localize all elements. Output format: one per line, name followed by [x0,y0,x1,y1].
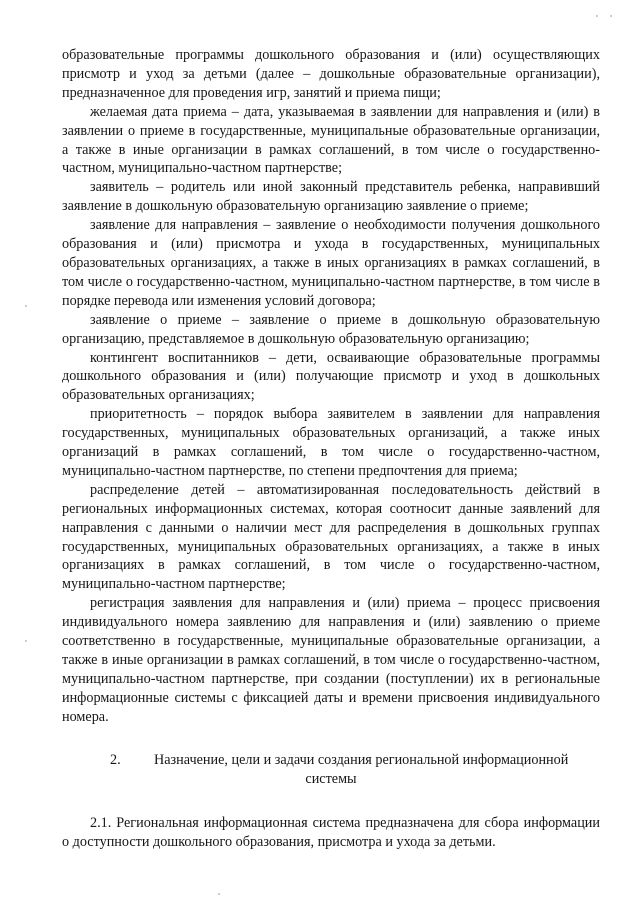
paragraph-priority: приоритетность – порядок выбора заявителем в заявлении для направления государственных, муниципальных образовательных организаций, а также иных организаций в рамках соглашений, в том числе о государственно-частном, муниципально-частном партнерстве, по степени предпочтения для приема; [62,406,600,479]
scan-speck [25,305,27,307]
scan-speck [25,640,27,642]
paragraph-applicant: заявитель – родитель или иной законный представитель ребенка, направивший заявление в дошкольную образовательную организацию заявление о приеме; [62,179,600,215]
section-title-line2: системы [305,770,357,787]
section-title-line1: Назначение, цели и задачи создания региональной информационной [154,751,569,768]
paragraph-2-1: 2.1. Региональная информационная система предназначена для сбора информации о доступности дошкольного образования, присмотра и ухода за детьми. [62,815,600,851]
scan-speck [218,893,220,895]
paragraph-referral-application: заявление для направления – заявление о необходимости получения дошкольного образования и (или) присмотра и ухода в государственных, муниципальных образовательных организациях, а также в иных организациях в рамках соглашений, в том числе о государственно-частном, муниципально-частном партнерстве, в том числе в порядке перевода или изменения условий договора; [62,217,600,309]
scan-speck [596,15,598,17]
paragraph-distribution: распределение детей – автоматизированная последовательность действий в региональных информационных системах, которая соотносит данные заявлений для направления с данными о наличии мест для распределения в дошкольных группах государственных, муниципальных образовательных организациях, а также в иных организациях в рамках соглашений, в том числе о государственно-частном, муниципально-частном партнерстве; [62,481,600,593]
paragraph-continuation: образовательные программы дошкольного образования и (или) осуществляющих присмотр и уход за детьми (далее – дошкольные образовательные организации), предназначенное для проведения игр, занятий и приема пищи; [62,47,600,101]
section-heading [92,751,592,789]
document-body [62,46,600,852]
section-number: 2. [110,751,121,768]
paragraph-registration: регистрация заявления для направления и (или) приема – процесс присвоения индивидуального номера заявлению для направления и (или) заявлению о приеме соответственно в государственные, муниципальные образовательные организации, а также в иные организации в рамках соглашений, в том числе о государственно-частном, муниципально-частном партнерстве, при создании (поступлении) их в региональные информационные системы с фиксацией даты и времени присвоения индивидуального номера. [62,595,600,725]
paragraph-admission-application: заявление о приеме – заявление о приеме в дошкольную образовательную организацию, представляемое в дошкольную образовательную организацию; [62,311,600,347]
scan-speck [610,15,612,17]
paragraph-pupil-contingent: контингент воспитанников – дети, осваивающие образовательные программы дошкольного образования и (или) получающие присмотр и уход в дошкольных образовательных организациях; [62,349,600,404]
paragraph-desired-date: желаемая дата приема – дата, указываемая в заявлении для направления и (или) в заявлении о приеме в государственные, муниципальные образовательные организации, а также в иные организации в рамках соглашений, в том числе о государственно-частном, муниципально-частном партнерстве; [62,103,600,177]
